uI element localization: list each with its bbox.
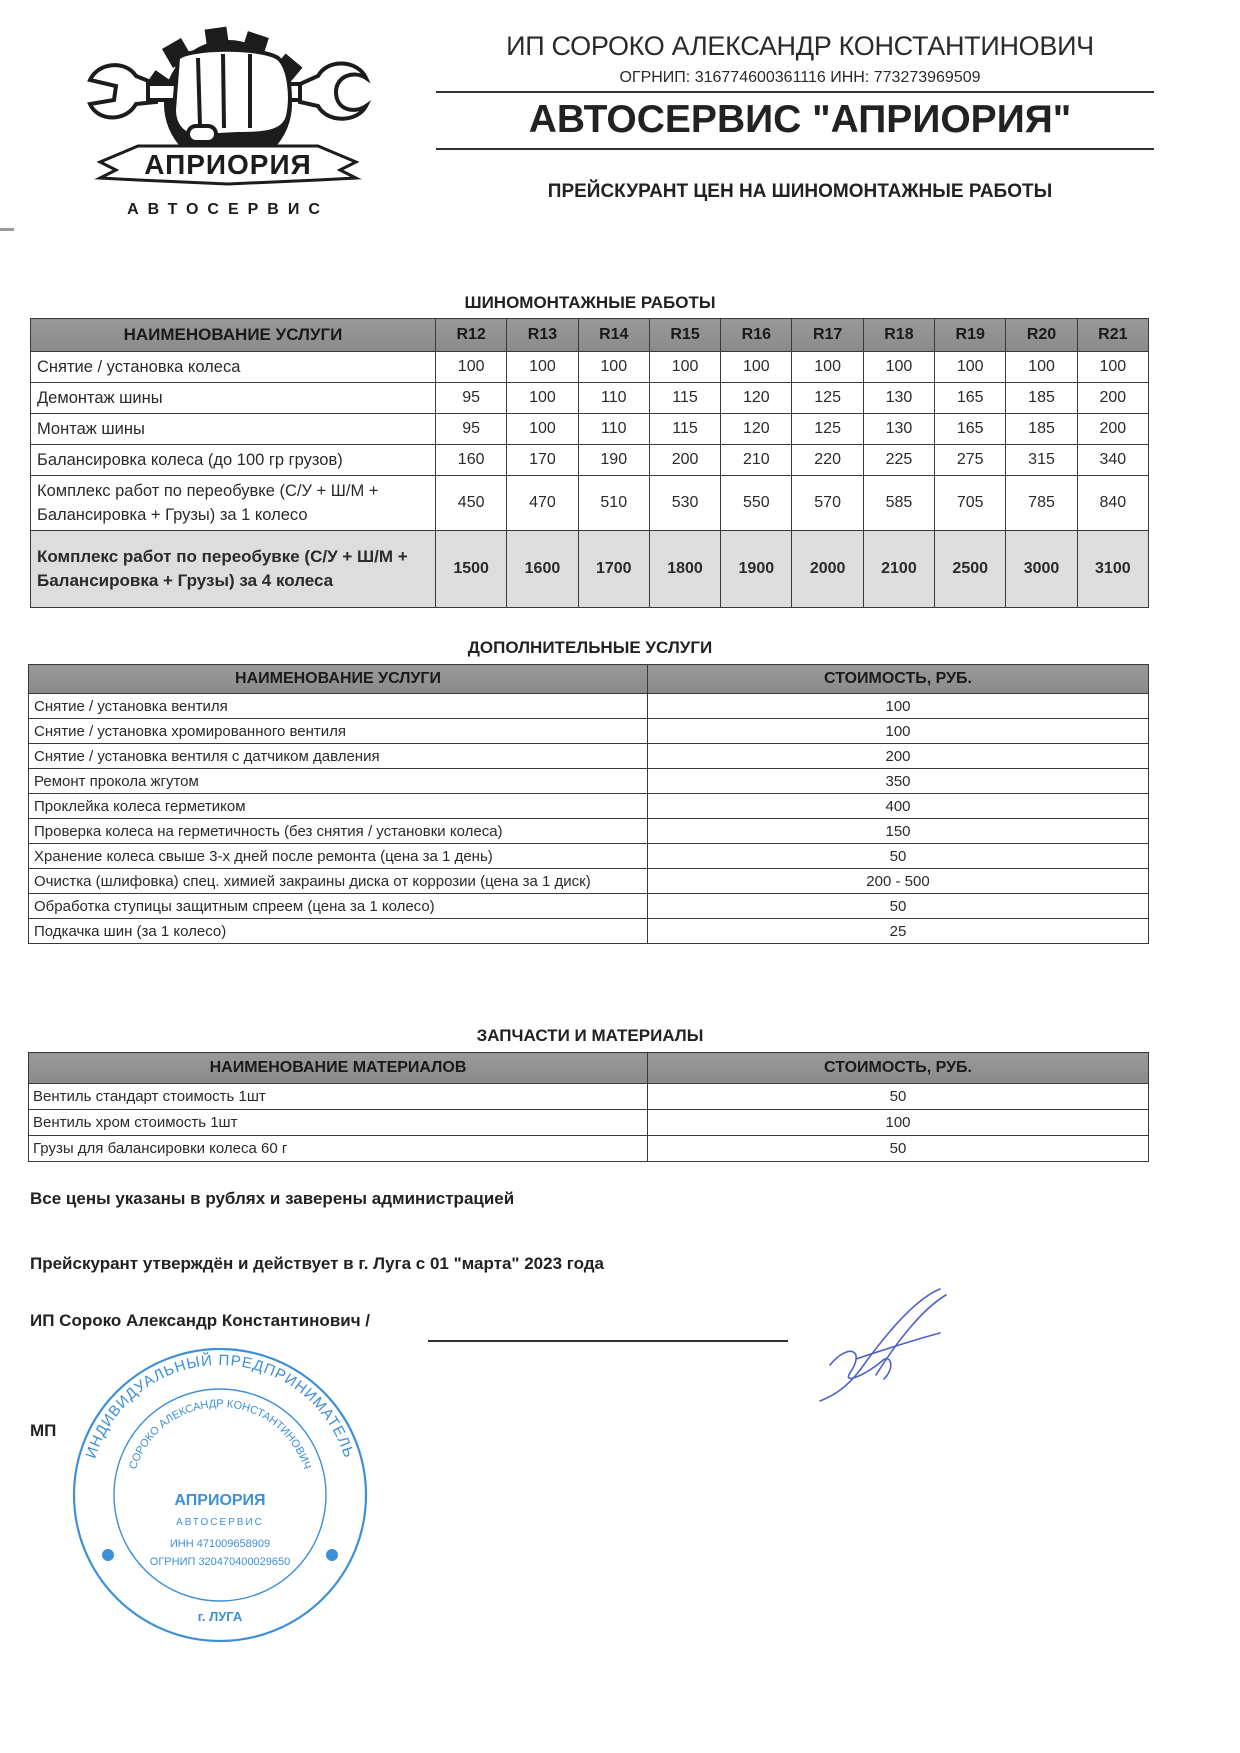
item-price: 150 [648,819,1149,844]
item-price: 100 [648,1110,1149,1136]
item-name: Вентиль стандарт стоимость 1шт [29,1084,648,1110]
price-cell: 2100 [863,531,934,608]
stamp-inner-text: СОРОКО АЛЕКСАНДР КОНСТАНТИНОВИЧ [127,1397,313,1471]
item-price: 50 [648,1084,1149,1110]
price-cell: 100 [436,352,507,383]
price-cell: 200 [1077,383,1148,414]
price-cell: 550 [721,476,792,531]
price-cell: 1500 [436,531,507,608]
item-name: Подкачка шин (за 1 колесо) [29,919,648,944]
price-cell: 95 [436,414,507,445]
pricelist-title: ПРЕЙСКУРАНТ ЦЕН НА ШИНОМОНТАЖНЫЕ РАБОТЫ [547,181,1053,202]
column-header-size-r18: R18 [863,319,934,352]
price-cell: 200 [649,445,720,476]
service-name: Балансировка колеса (до 100 гр грузов) [31,445,436,476]
table-row [29,844,1149,869]
price-cell: 185 [1006,414,1077,445]
price-cell: 125 [792,383,863,414]
price-cell: 100 [1006,352,1077,383]
price-cell: 100 [578,352,649,383]
extra-services-title: ДОПОЛНИТЕЛЬНЫЕ УСЛУГИ [467,638,713,657]
tire-service-title: ШИНОМОНТАЖНЫЕ РАБОТЫ [464,293,716,312]
price-cell: 130 [863,414,934,445]
column-header-price: СТОИМОСТЬ, РУБ. [648,665,1149,694]
table-row [29,819,1149,844]
price-cell: 100 [507,414,578,445]
item-name: Грузы для балансировки колеса 60 г [29,1136,648,1162]
price-cell: 115 [649,383,720,414]
item-price: 200 [648,744,1149,769]
item-name: Проверка колеса на герметичность (без снятия / установки колеса) [29,819,648,844]
price-cell: 1900 [721,531,792,608]
price-cell: 190 [578,445,649,476]
stamp-ogrnip: ОГРНИП 320470400029650 [149,1556,291,1568]
table-row [29,919,1149,944]
table-row [29,794,1149,819]
price-cell: 340 [1077,445,1148,476]
price-cell: 2500 [935,531,1006,608]
stamp-outer-text: ИНДИВИДУАЛЬНЫЙ ПРЕДПРИНИМАТЕЛЬ [82,1351,358,1461]
price-cell: 130 [863,383,934,414]
item-name: Обработка ступицы защитным спреем (цена за 1 колесо) [29,894,648,919]
item-name: Вентиль хром стоимость 1шт [29,1110,648,1136]
table-row [31,445,1149,476]
table-row [29,719,1149,744]
price-cell: 100 [792,352,863,383]
price-cell: 120 [721,414,792,445]
table-header-row [31,319,1149,352]
price-cell: 100 [649,352,720,383]
stamp-subtitle: АВТОСЕРВИС [176,1517,264,1528]
table-row [31,414,1149,445]
table-row-total [31,531,1149,608]
column-header-service-name: НАИМЕНОВАНИЕ УСЛУГИ [29,665,648,694]
item-price: 50 [648,844,1149,869]
signer-name: ИП Сороко Александр Константинович / [30,1311,371,1330]
price-cell: 785 [1006,476,1077,531]
item-name: Снятие / установка вентиля [29,694,648,719]
price-cell: 200 [1077,414,1148,445]
price-cell: 530 [649,476,720,531]
column-header-size-r14: R14 [578,319,649,352]
table-header-row [29,1053,1149,1084]
item-name: Снятие / установка вентиля с датчиком давления [29,744,648,769]
price-cell: 220 [792,445,863,476]
price-cell: 840 [1077,476,1148,531]
approval-statement: Прейскурант утверждён и действует в г. Луга с 01 "марта" 2023 года [30,1254,605,1273]
item-name: Хранение колеса свыше 3-х дней после ремонта (цена за 1 день) [29,844,648,869]
price-cell: 165 [935,383,1006,414]
price-cell: 315 [1006,445,1077,476]
header-divider [436,91,1154,93]
price-cell: 1700 [578,531,649,608]
column-header-size-r12: R12 [436,319,507,352]
seal-label: МП [30,1421,57,1440]
column-header-size-r15: R15 [649,319,720,352]
price-cell: 585 [863,476,934,531]
handwritten-signature [800,1285,950,1405]
table-row [31,352,1149,383]
table-row [29,869,1149,894]
price-cell: 120 [721,383,792,414]
scan-artifact [0,228,14,231]
item-price: 350 [648,769,1149,794]
price-cell: 3000 [1006,531,1077,608]
table-row [29,894,1149,919]
service-name: Демонтаж шины [31,383,436,414]
price-cell: 160 [436,445,507,476]
item-price: 100 [648,694,1149,719]
price-cell: 100 [507,352,578,383]
service-name: Снятие / установка колеса [31,352,436,383]
price-cell: 100 [863,352,934,383]
service-name: Комплекс работ по переобувке (С/У + Ш/М + Балансировка + Грузы) за 4 колеса [31,531,436,608]
parts-title: ЗАПЧАСТИ И МАТЕРИАЛЫ [476,1026,704,1045]
price-cell: 450 [436,476,507,531]
table-row [29,1136,1149,1162]
column-header-price: СТОИМОСТЬ, РУБ. [648,1053,1149,1084]
logo-brand: АПРИОРИЯ [144,149,312,180]
price-cell: 185 [1006,383,1077,414]
price-cell: 3100 [1077,531,1148,608]
table-row [31,476,1149,531]
stamp-brand: АПРИОРИЯ [174,1492,266,1509]
price-cell: 470 [507,476,578,531]
price-cell: 100 [1077,352,1148,383]
logo-subtitle: АВТОСЕРВИС [127,201,329,218]
tire-service-table [30,318,1149,608]
price-cell: 100 [507,383,578,414]
item-price: 400 [648,794,1149,819]
price-cell: 510 [578,476,649,531]
table-row [29,769,1149,794]
item-price: 50 [648,894,1149,919]
price-cell: 1800 [649,531,720,608]
signature-line [428,1340,788,1342]
column-header-size-r21: R21 [1077,319,1148,352]
header-divider [436,148,1154,150]
column-header-size-r17: R17 [792,319,863,352]
price-cell: 100 [721,352,792,383]
company-registration-ids: ОГРНИП: 316774600361116 ИНН: 773273969509 [619,69,981,86]
price-cell: 705 [935,476,1006,531]
price-cell: 275 [935,445,1006,476]
stamp-inn: ИНН 471009658909 [169,1538,271,1550]
table-row [31,383,1149,414]
price-cell: 2000 [792,531,863,608]
table-header-row [29,665,1149,694]
price-cell: 225 [863,445,934,476]
price-cell: 1600 [507,531,578,608]
parts-materials-table [28,1052,1149,1162]
item-price: 25 [648,919,1149,944]
price-cell: 110 [578,383,649,414]
service-name: Комплекс работ по переобувке (С/У + Ш/М + Балансировка + Грузы) за 1 колесо [31,476,436,531]
table-row [29,1084,1149,1110]
table-row [29,694,1149,719]
price-cell: 115 [649,414,720,445]
service-name: Монтаж шины [31,414,436,445]
price-cell: 170 [507,445,578,476]
column-header-size-r19: R19 [935,319,1006,352]
stamp-city: г. ЛУГА [197,1609,243,1624]
item-name: Очистка (шлифовка) спец. химией закраины диска от коррозии (цена за 1 диск) [29,869,648,894]
table-row [29,1110,1149,1136]
prices-note: Все цены указаны в рублях и заверены администрацией [30,1189,515,1208]
price-cell: 100 [935,352,1006,383]
fist-wrench-gear-logo-icon [78,22,378,227]
svg-text:СОРОКО АЛЕКСАНДР КОНСТАНТИНОВИ [127,1398,313,1471]
extra-services-table [28,664,1149,944]
service-title: АВТОСЕРВИС "АПРИОРИЯ" [528,98,1072,141]
price-cell: 210 [721,445,792,476]
column-header-size-r13: R13 [507,319,578,352]
item-name: Ремонт прокола жгутом [29,769,648,794]
item-name: Проклейка колеса герметиком [29,794,648,819]
column-header-size-r16: R16 [721,319,792,352]
item-price: 200 - 500 [648,869,1149,894]
column-header-size-r20: R20 [1006,319,1077,352]
price-cell: 125 [792,414,863,445]
column-header-service-name: НАИМЕНОВАНИЕ УСЛУГИ [31,319,436,352]
table-row [29,744,1149,769]
column-header-material-name: НАИМЕНОВАНИЕ МАТЕРИАЛОВ [29,1053,648,1084]
company-stamp-icon [70,1345,370,1645]
item-name: Снятие / установка хромированного вентиля [29,719,648,744]
price-cell: 570 [792,476,863,531]
company-name: ИП СОРОКО АЛЕКСАНДР КОНСТАНТИНОВИЧ [506,31,1094,61]
item-price: 50 [648,1136,1149,1162]
price-cell: 95 [436,383,507,414]
price-cell: 165 [935,414,1006,445]
item-price: 100 [648,719,1149,744]
price-cell: 110 [578,414,649,445]
